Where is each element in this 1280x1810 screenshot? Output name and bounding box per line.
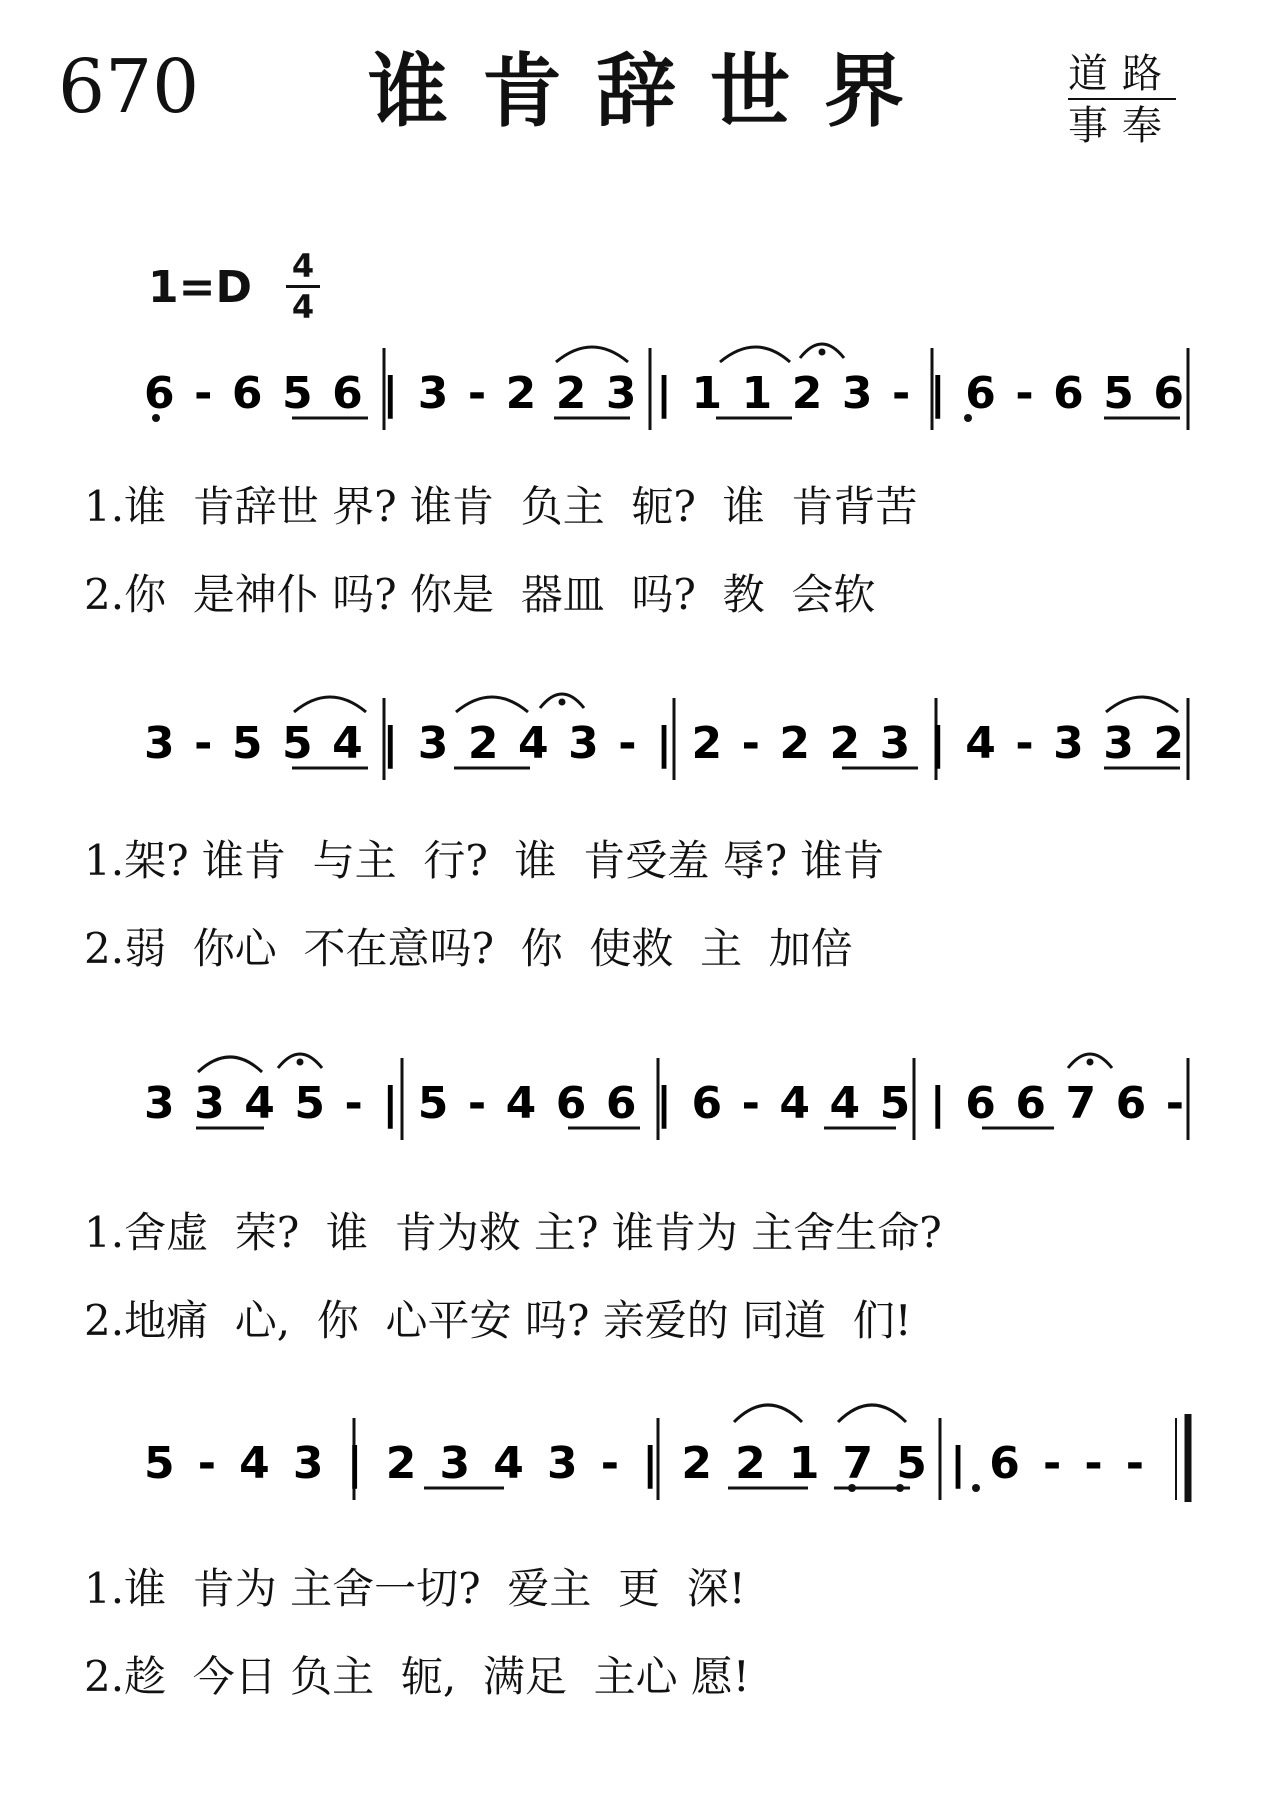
lyrics-system-2-verse-2: 2.弱 你心 不在意吗? 你 使救 主 加倍 <box>84 924 853 973</box>
lyrics-system-2-verse-1: 1.架? 谁肯 与主 行? 谁 肯受羞 辱? 谁肯 <box>84 836 885 885</box>
notes-line-3: 3 3 4 5 - | 5 - 4 6 6 | 6 - 4 4 5 | 6 6 7 6 - <box>144 1078 1184 1129</box>
slur <box>198 1057 262 1072</box>
lyrics-system-3-verse-2: 2.地痛 心, 你 心平安 吗? 亲爱的 同道 们! <box>84 1296 912 1345</box>
credit-line-1: 道路 <box>1068 51 1176 97</box>
system-2 <box>144 694 1188 780</box>
system-1 <box>144 344 1188 430</box>
notes-line-1: 6 - 6 5 6 | 3 - 2 2 3 | 1 1 2 3 - | 6 - 6 5 6 <box>144 368 1184 419</box>
key-signature: 1=D <box>148 262 253 313</box>
fermata-dot <box>1087 1059 1094 1066</box>
lyrics-system-3-verse-1: 1.舍虚 荣? 谁 肯为救 主? 谁肯为 主舍生命? <box>84 1208 942 1257</box>
system-4 <box>144 1405 1188 1502</box>
time-signature-top: 4 <box>291 247 315 285</box>
notes-line-2: 3 - 5 5 4 | 3 2 4 3 - | 2 - 2 2 3 | 4 - 3 3 2 <box>144 718 1184 769</box>
slur <box>294 697 366 712</box>
slur <box>838 1405 906 1422</box>
hymn-title: 谁肯辞世界 <box>368 45 938 138</box>
lyrics-system-1-verse-2: 2.你 是神仆 吗? 你是 器皿 吗? 教 会软 <box>84 570 876 619</box>
fermata-dot <box>297 1059 304 1066</box>
slur <box>734 1405 802 1422</box>
slur <box>1106 697 1178 712</box>
system-3 <box>144 1054 1188 1140</box>
time-signature-bottom: 4 <box>291 288 315 326</box>
slur <box>556 347 628 362</box>
credit-line-2: 事奉 <box>1068 103 1176 149</box>
fermata-dot <box>559 699 566 706</box>
fermata-dot <box>819 349 826 356</box>
lyrics-system-1-verse-1: 1.谁 肯辞世 界? 谁肯 负主 轭? 谁 肯背苦 <box>84 482 918 531</box>
slur <box>720 347 790 362</box>
lyrics-system-4-verse-1: 1.谁 肯为 主舍一切? 爱主 更 深! <box>84 1564 746 1613</box>
hymn-number: 670 <box>58 44 200 130</box>
lyrics-system-4-verse-2: 2.趁 今日 负主 轭, 满足 主心 愿! <box>84 1652 750 1701</box>
notes-line-4: 5 - 4 3 | 2 3 4 3 - | 2 2 1 7 5 | 6 - - - <box>144 1438 1144 1489</box>
slur <box>456 697 528 712</box>
